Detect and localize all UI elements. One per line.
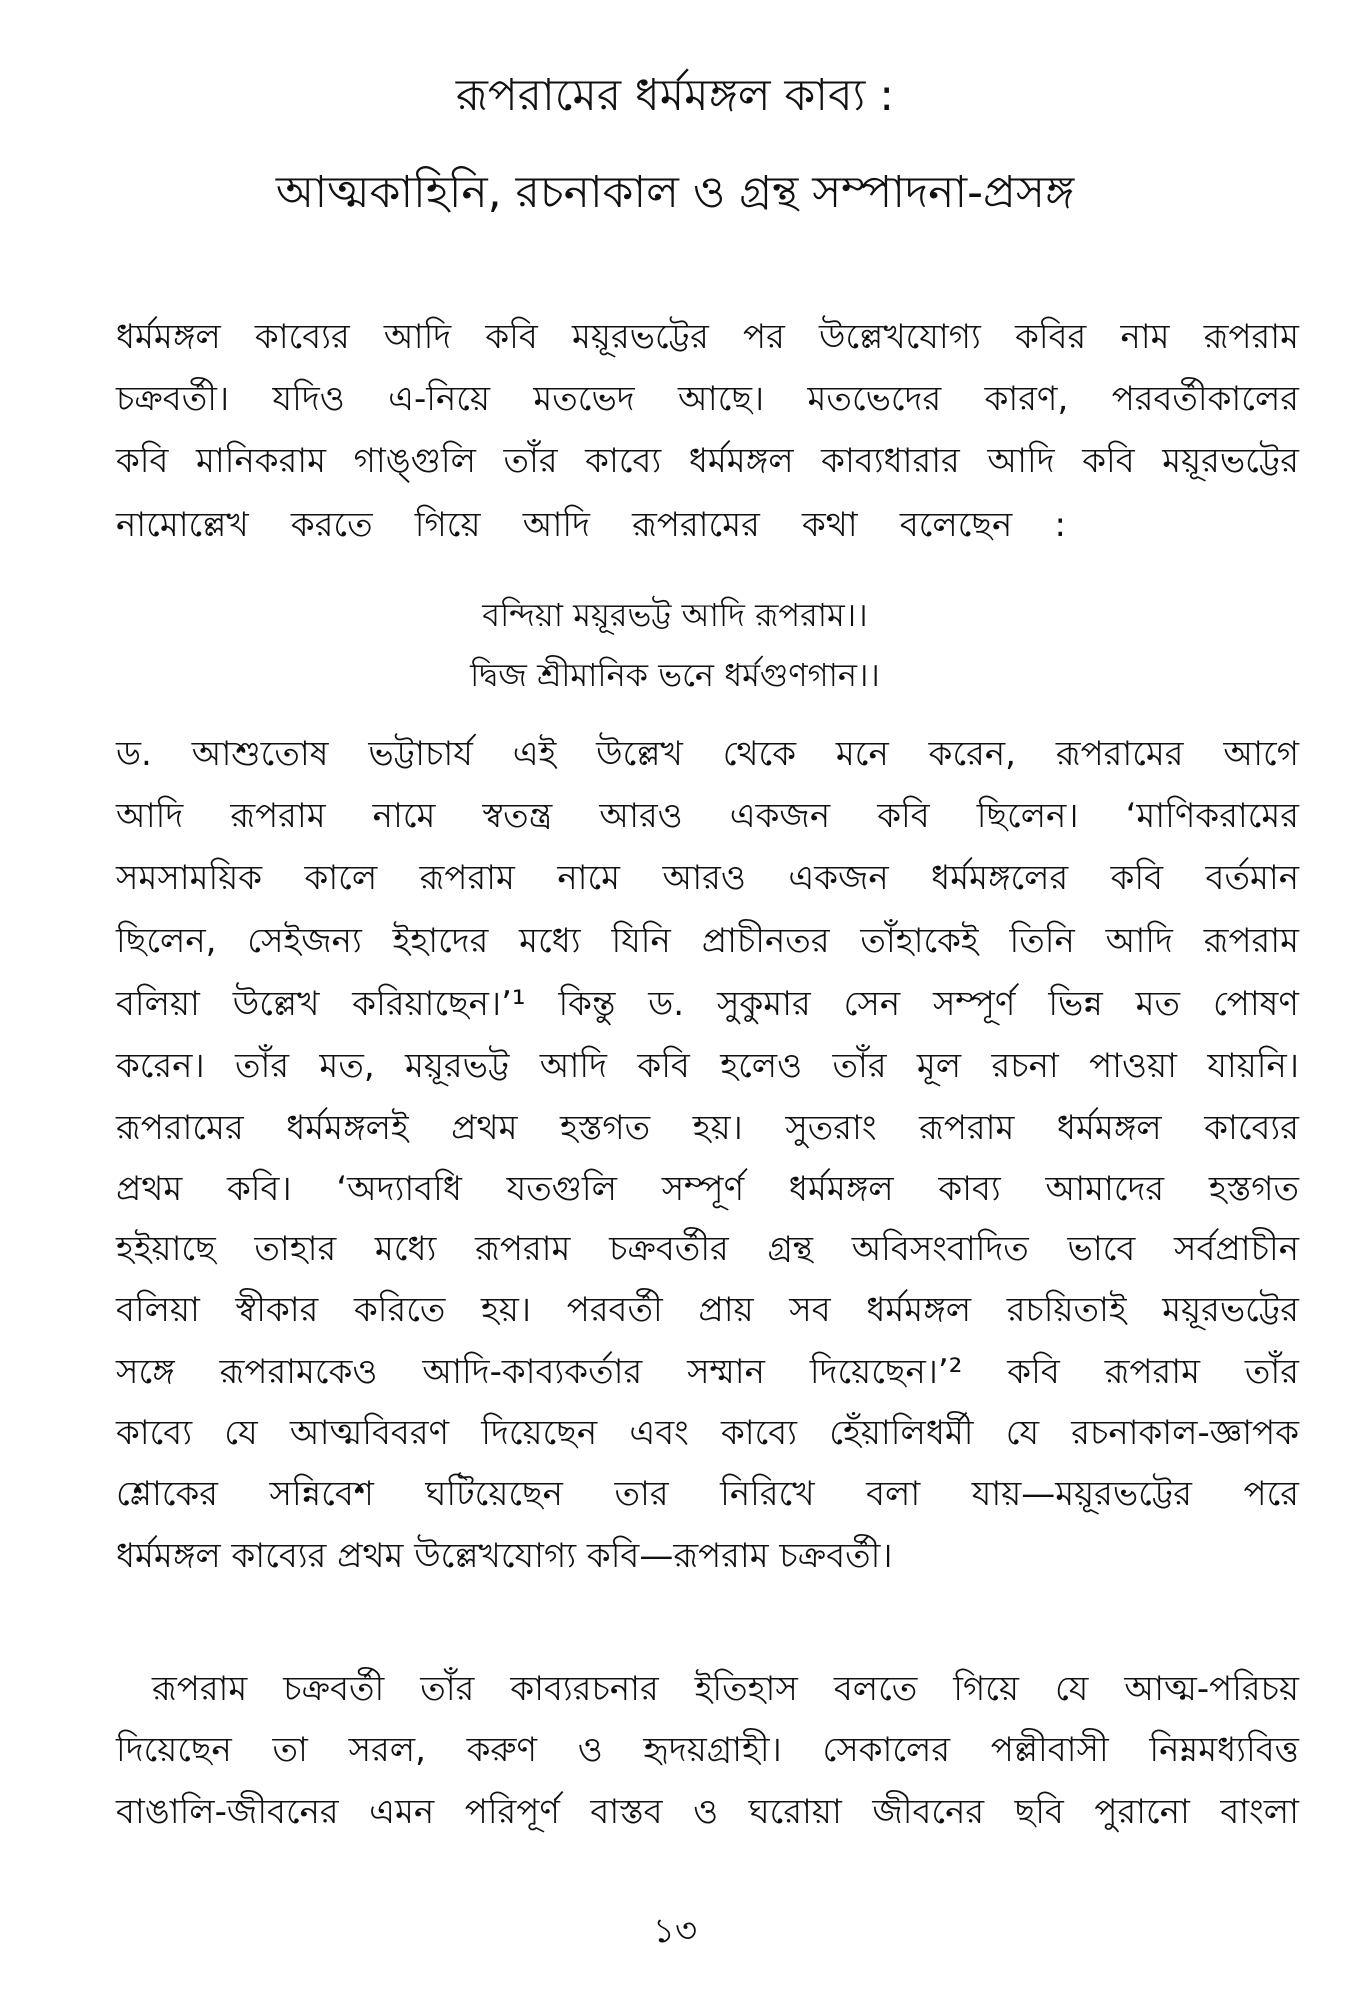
text-line: শ্লোকের সন্নিবেশ ঘটিয়েছেন তার নিরিখে বলা যায়—ময়ূরভট্টের পরে — [116, 1474, 1299, 1514]
text-line: সঙ্গে রূপরামকেও আদি-কাব্যকর্তার সম্মান দিয়েছেন।’² কবি রূপরাম তাঁর — [116, 1352, 1299, 1392]
chapter-title-line-1: রূপরামের ধর্মমঙ্গল কাব্য : — [455, 70, 895, 121]
text-line: রূপরাম চক্রবর্তী তাঁর কাব্যরচনার ইতিহাস বলতে গিয়ে যে আত্ম-পরিচয় — [152, 1669, 1299, 1709]
text-line: চক্রবর্তী। যদিও এ-নিয়ে মতভেদ আছে। মতভেদের কারণ, পরবর্তীকালের — [116, 379, 1299, 419]
text-line: কাব্যে যে আত্মবিবরণ দিয়েছেন এবং কাব্যে হেঁয়ালিধর্মী যে রচনাকাল-জ্ঞাপক — [116, 1413, 1299, 1453]
text-line: দিয়েছেন তা সরল, করুণ ও হৃদয়গ্রাহী। সেকালের পল্লীবাসী নিম্নমধ্যবিত্ত — [116, 1730, 1299, 1770]
verse-line: বন্দিয়া ময়ূরভট্ট আদি রূপরাম।। — [482, 596, 868, 634]
text-line: সমসাময়িক কালে রূপরাম নামে আরও একজন ধর্মমঙ্গলের কবি বর্তমান — [116, 858, 1299, 898]
text-line: ধর্মমঙ্গল কাব্যের আদি কবি ময়ূরভট্টের পর উল্লেখযোগ্য কবির নাম রূপরাম — [116, 317, 1299, 357]
text-line: বলিয়া উল্লেখ করিয়াছেন।’¹ কিন্তু ড. সুকুমার সেন সম্পূর্ণ ভিন্ন মত পোষণ — [116, 984, 1299, 1024]
text-line: আদি রূপরাম নামে স্বতন্ত্র আরও একজন কবি ছিলেন। ‘মাণিকরামের — [116, 796, 1299, 836]
text-line: ছিলেন, সেইজন্য ইহাদের মধ্যে যিনি প্রাচীনতর তাঁহাকেই তিনি আদি রূপরাম — [116, 921, 1299, 961]
text-line: নামোল্লেখ করতে গিয়ে আদি রূপরামের কথা বলেছেন : — [116, 505, 1066, 545]
text-line: ড. আশুতোষ ভট্টাচার্য এই উল্লেখ থেকে মনে করেন, রূপরামের আগে — [116, 734, 1299, 774]
text-line: কবি মানিকরাম গাঙ্গুলি তাঁর কাব্যে ধর্মমঙ্গল কাব্যধারার আদি কবি ময়ূরভট্টের — [116, 441, 1299, 481]
text-line: বাঙালি-জীবনের এমন পরিপূর্ণ বাস্তব ও ঘরোয়া জীবনের ছবি পুরানো বাংলা — [116, 1792, 1299, 1832]
verse-line: দ্বিজ শ্রীমানিক ভনে ধর্মগুণগান।। — [470, 656, 880, 694]
text-line: হইয়াছে তাহার মধ্যে রূপরাম চক্রবর্তীর গ্রন্থ অবিসংবাদিত ভাবে সর্বপ্রাচীন — [116, 1229, 1299, 1269]
text-line: প্রথম কবি। ‘অদ্যাবধি যতগুলি সম্পূর্ণ ধর্মমঙ্গল কাব্য আমাদের হস্তগত — [116, 1169, 1299, 1209]
text-line: করেন। তাঁর মত, ময়ূরভট্ট আদি কবি হলেও তাঁর মূল রচনা পাওয়া যায়নি। — [116, 1046, 1299, 1086]
chapter-title-line-2: আত্মকাহিনি, রচনাকাল ও গ্রন্থ সম্পাদনা-প্রসঙ্গ — [275, 167, 1075, 218]
text-line: রূপরামের ধর্মমঙ্গলই প্রথম হস্তগত হয়। সুতরাং রূপরাম ধর্মমঙ্গল কাব্যের — [116, 1108, 1299, 1148]
text-line: বলিয়া স্বীকার করিতে হয়। পরবর্তী প্রায় সব ধর্মমঙ্গল রচয়িতাই ময়ূরভট্টের — [116, 1290, 1299, 1330]
text-line: ধর্মমঙ্গল কাব্যের প্রথম উল্লেখযোগ্য কবি—রূপরাম চক্রবর্তী। — [116, 1536, 893, 1576]
page-number: ১৩ — [652, 1911, 698, 1951]
